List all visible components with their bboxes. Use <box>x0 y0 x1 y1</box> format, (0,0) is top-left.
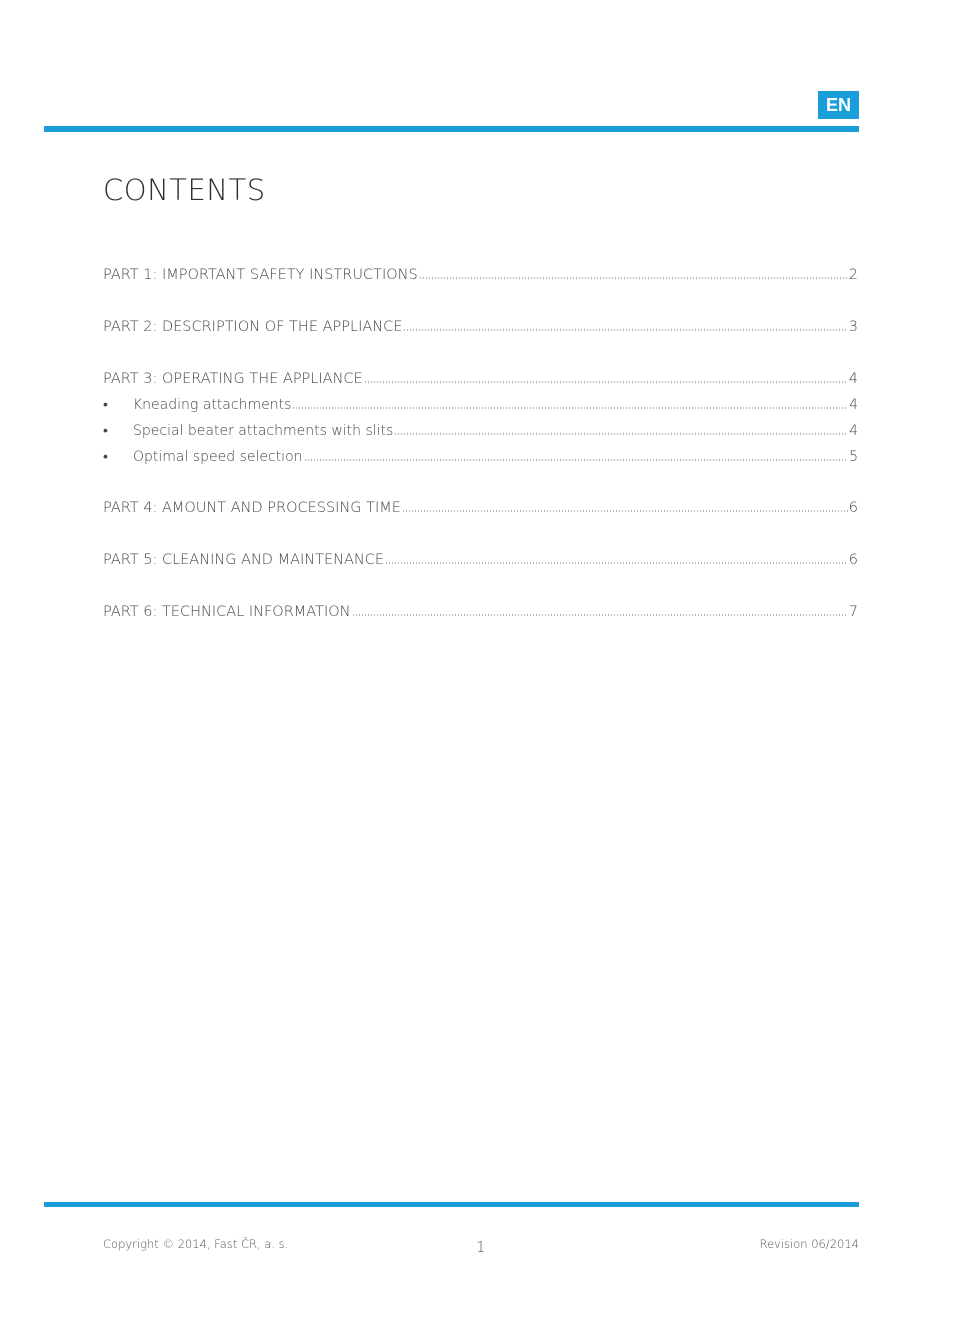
toc-subentry-beater[interactable] <box>103 421 858 439</box>
toc-entry-label: Special beater attachments with slits <box>133 423 394 439</box>
language-badge: EN <box>818 91 859 119</box>
toc-entry-part-3[interactable] <box>103 369 858 387</box>
toc-entry-label: PART 1: IMPORTANT SAFETY INSTRUCTIONS <box>103 267 418 283</box>
page-title: CONTENTS <box>103 173 266 207</box>
dot-leader <box>364 369 848 383</box>
toc-entry-label: Optimal speed selection <box>133 449 303 465</box>
toc-subentry-kneading[interactable] <box>103 395 858 413</box>
footer-copyright: Copyright © 2014, Fast ČR, a. s. <box>103 1237 289 1251</box>
dot-leader <box>419 265 848 279</box>
toc-entry-page: 3 <box>848 319 858 335</box>
bullet-icon: • <box>103 449 108 465</box>
dot-leader <box>352 602 848 616</box>
toc-entry-page: 6 <box>848 500 858 516</box>
toc-subentry-speed[interactable] <box>103 447 858 465</box>
toc-entry-part-1[interactable] <box>103 265 858 283</box>
bullet-icon: • <box>103 397 108 413</box>
toc-entry-part-2[interactable] <box>103 317 858 335</box>
toc-entry-page: 4 <box>849 397 858 413</box>
dot-leader <box>385 550 848 564</box>
footer-rule <box>44 1202 859 1207</box>
toc-entry-label: Kneading attachments <box>133 397 292 413</box>
footer-revision: Revision 06/2014 <box>759 1237 859 1251</box>
toc-entry-page: 2 <box>848 267 858 283</box>
toc-entry-page: 4 <box>849 423 858 439</box>
dot-leader <box>403 317 847 331</box>
toc-entry-label: PART 6: TECHNICAL INFORMATION <box>103 604 351 620</box>
footer-page-number: 1 <box>476 1238 486 1256</box>
bullet-icon: • <box>103 423 108 439</box>
dot-leader <box>394 421 848 435</box>
dot-leader <box>402 498 848 512</box>
toc-entry-page: 5 <box>849 449 858 465</box>
dot-leader <box>304 447 849 461</box>
toc-entry-page: 4 <box>848 371 858 387</box>
toc-entry-page: 6 <box>848 552 858 568</box>
dot-leader <box>292 395 848 409</box>
toc-entry-page: 7 <box>848 604 858 620</box>
toc-entry-label: PART 2: DESCRIPTION OF THE APPLIANCE <box>103 319 403 335</box>
toc-entry-part-6[interactable] <box>103 602 858 620</box>
header-rule <box>44 126 859 132</box>
toc-entry-part-4[interactable] <box>103 498 858 516</box>
toc-entry-label: PART 3: OPERATING THE APPLIANCE <box>103 371 363 387</box>
toc-entry-label: PART 4: AMOUNT AND PROCESSING TIME <box>103 500 401 516</box>
toc-entry-part-5[interactable] <box>103 550 858 568</box>
toc-entry-label: PART 5: CLEANING AND MAINTENANCE <box>103 552 385 568</box>
